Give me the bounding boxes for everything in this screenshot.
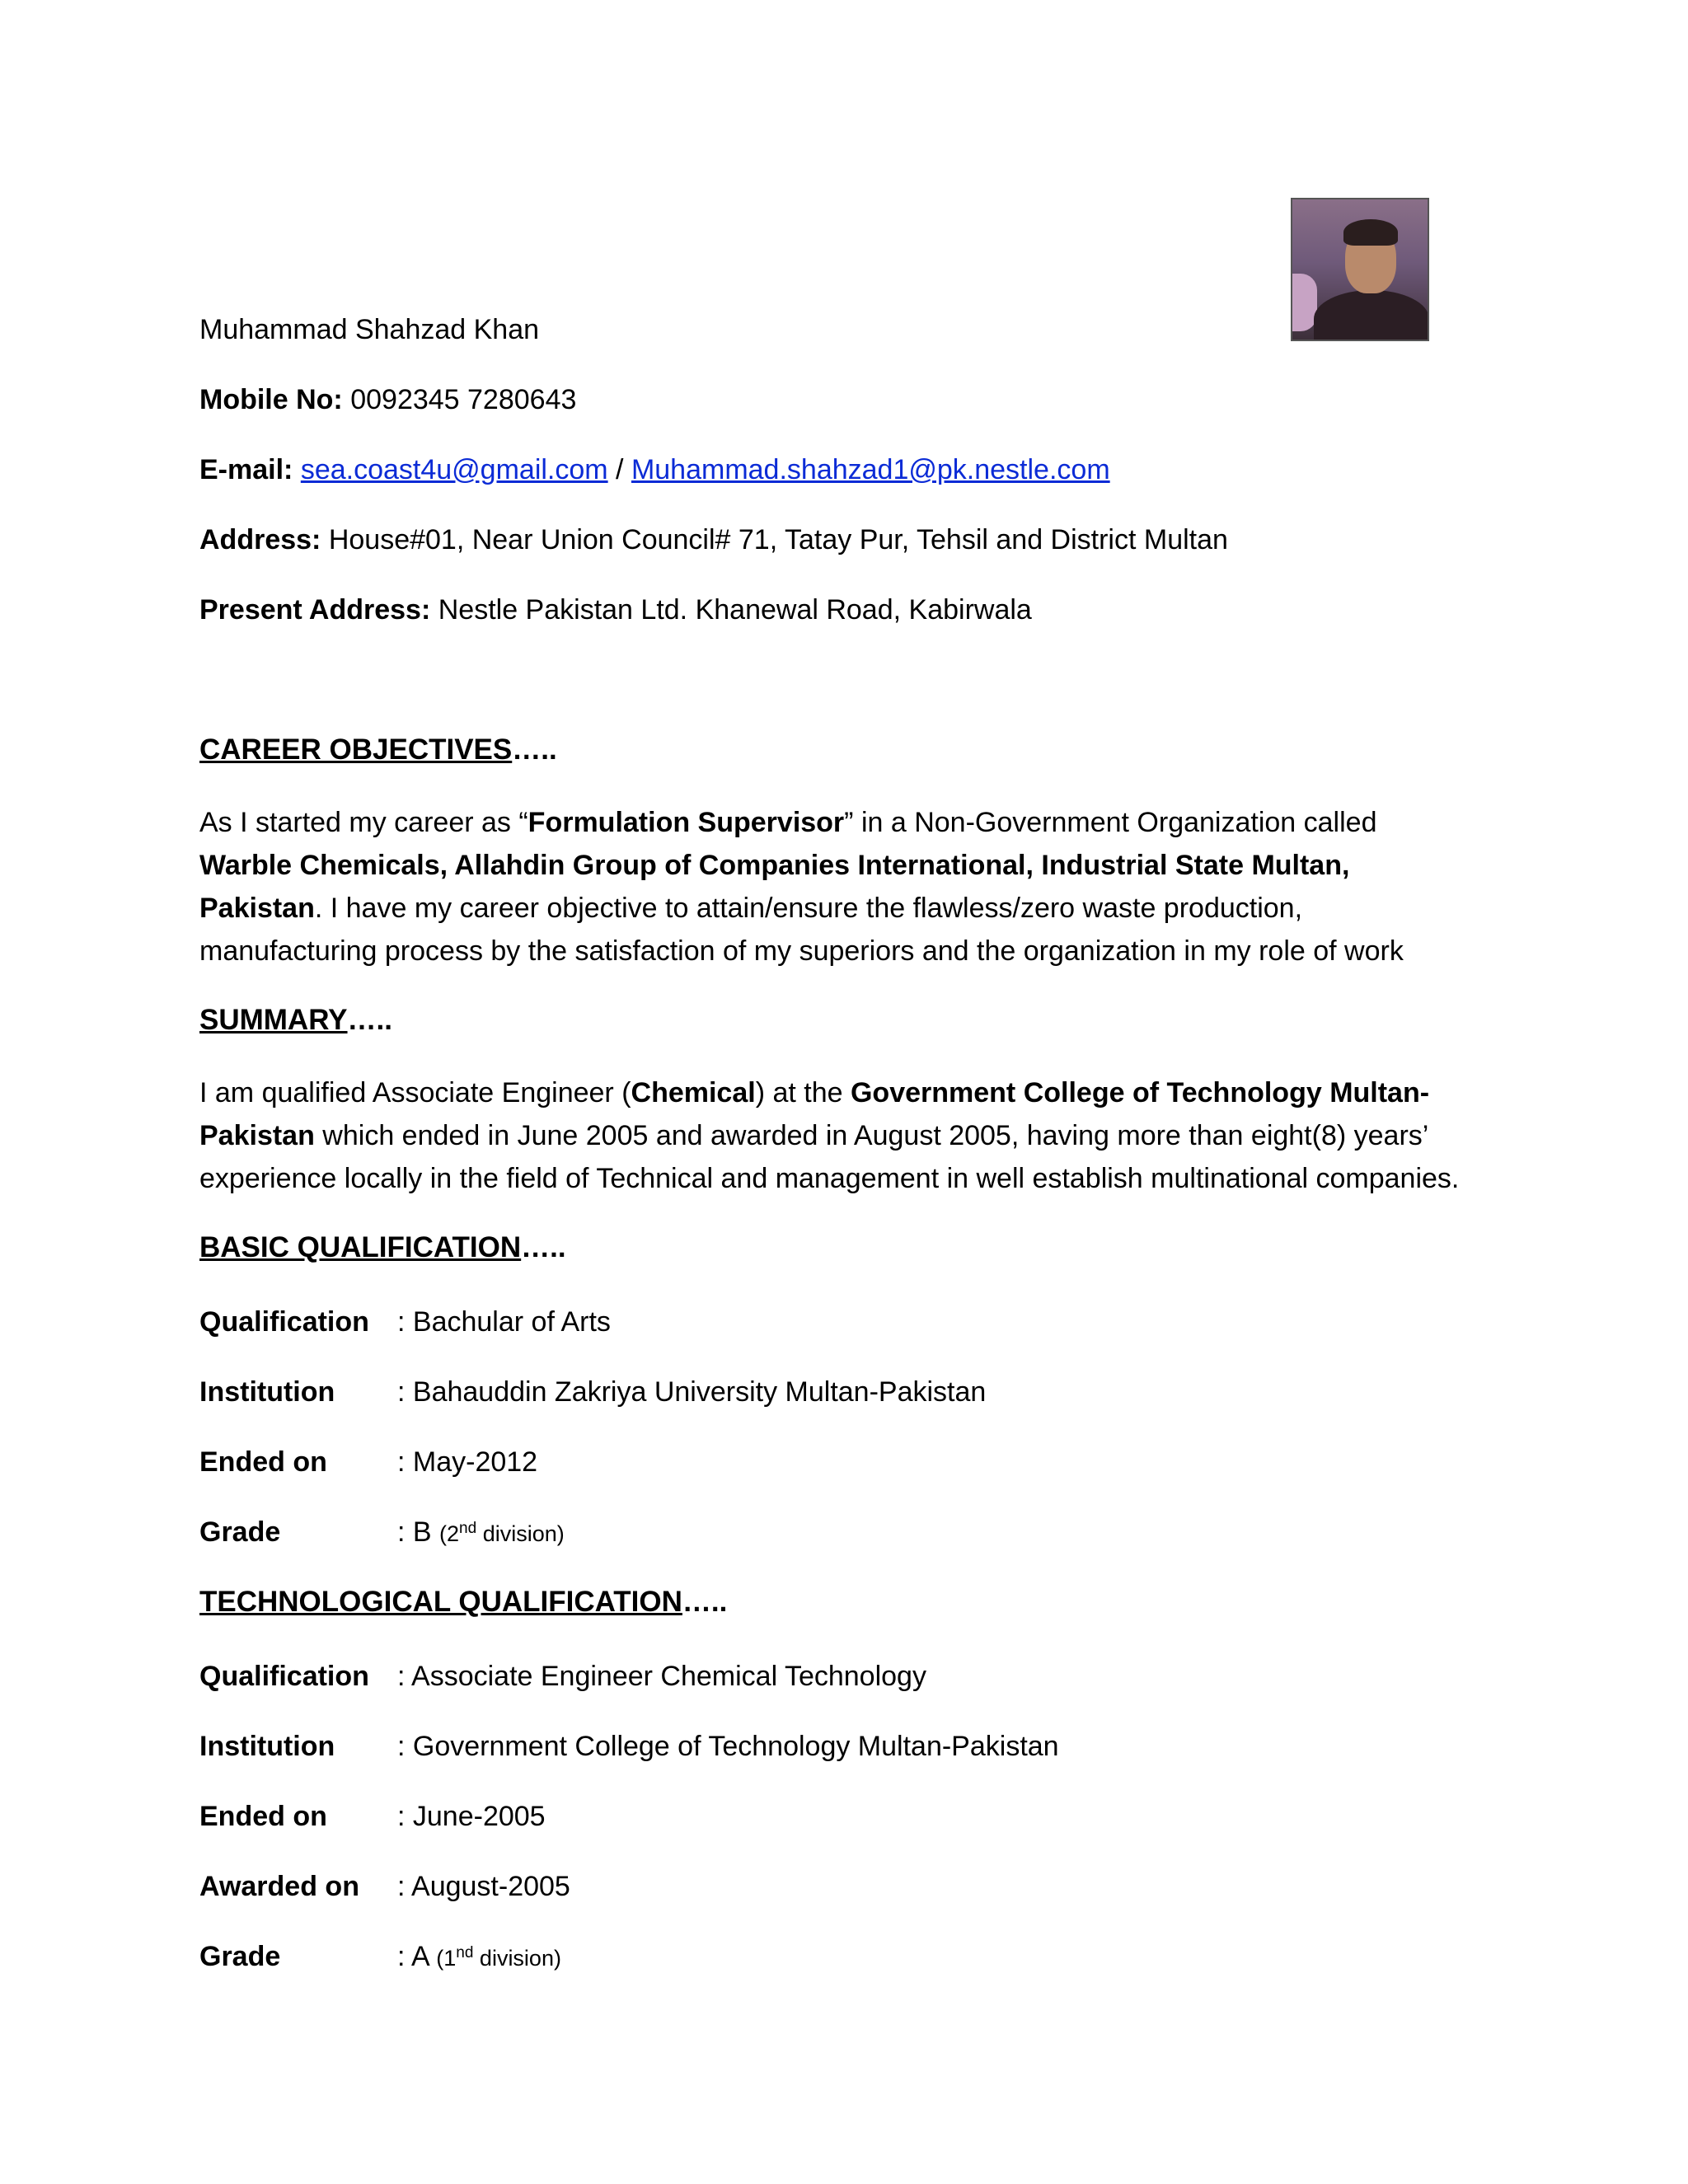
email-link-work[interactable]: Muhammad.shahzad1@pk.nestle.com [631, 454, 1110, 485]
career-text-1: As I started my career as “ [199, 807, 528, 838]
tech-qualification-heading [199, 1586, 727, 1619]
tech-grade-letter: : A [397, 1941, 437, 1972]
present-address-label: Present Address: [199, 594, 431, 626]
career-objectives-title: CAREER OBJECTIVES [199, 733, 513, 766]
mobile-line [199, 382, 576, 418]
tech-row-label: Institution [199, 1731, 335, 1762]
basic-row-value: : May-2012 [397, 1446, 538, 1478]
photo-body [1314, 290, 1429, 341]
career-text-3: . I have my career objective to attain/ensure the flawless/zero waste production, manufacturing process by the satisfaction of my superiors and the organization in my role of work [199, 893, 1404, 967]
email-label: E-mail: [199, 454, 293, 485]
tech-grade-division [436, 1946, 561, 1971]
summary-heading [199, 1004, 392, 1037]
basic-grade-sup: nd [459, 1520, 477, 1537]
basic-row-label: Qualification [199, 1306, 369, 1338]
career-objectives-dots: ….. [512, 733, 557, 766]
basic-grade-division [439, 1521, 565, 1546]
summary-bold-discipline: Chemical [631, 1077, 756, 1108]
mobile-label: Mobile No: [199, 384, 343, 415]
summary-text-2: ) at the [755, 1077, 851, 1108]
tech-grade-sup: nd [456, 1944, 474, 1961]
summary-dots: ….. [347, 1004, 392, 1036]
basic-grade-letter: : B [397, 1516, 440, 1548]
career-bold-organization: Warble Chemicals, Allahdin Group of Companies International, Industrial State Multan, Pakistan [199, 850, 1350, 924]
present-address-value: Nestle Pakistan Ltd. Khanewal Road, Kabirwala [430, 594, 1032, 626]
basic-row-label: Institution [199, 1376, 335, 1408]
basic-row-label: Ended on [199, 1446, 327, 1478]
profile-photo [1291, 198, 1429, 341]
email-link-personal[interactable]: sea.coast4u@gmail.com [300, 454, 608, 485]
basic-row-value: : Bahauddin Zakriya University Multan-Pakistan [397, 1376, 987, 1408]
basic-grade-value [397, 1514, 565, 1552]
summary-paragraph [199, 1071, 1469, 1200]
career-objectives-heading [199, 733, 557, 766]
address-value: House#01, Near Union Council# 71, Tatay Pur, Tehsil and District Multan [321, 524, 1228, 555]
summary-text-3: which ended in June 2005 and awarded in August 2005, having more than eight(8) years’ experience locally in the field of Technical and management in well establish multinational companies. [199, 1120, 1460, 1194]
photo-hair [1343, 219, 1398, 246]
present-address-line [199, 592, 1032, 628]
career-text-2: ” in a Non-Government Organization called [844, 807, 1377, 838]
email-separator: / [607, 454, 631, 485]
basic-grade-close: division) [476, 1521, 565, 1546]
tech-row-value: : June-2005 [397, 1801, 546, 1832]
tech-row-label: Ended on [199, 1801, 327, 1832]
summary-title: SUMMARY [199, 1004, 348, 1036]
summary-text-1: I am qualified Associate Engineer ( [199, 1077, 631, 1108]
tech-row-value: : Associate Engineer Chemical Technology [397, 1661, 926, 1692]
tech-row-value: : August-2005 [397, 1871, 570, 1902]
basic-qualification-title: BASIC QUALIFICATION [199, 1231, 522, 1263]
career-objectives-paragraph [199, 801, 1469, 972]
tech-grade-label: Grade [199, 1941, 281, 1972]
tech-grade-close: division) [473, 1946, 561, 1971]
address-label: Address: [199, 524, 321, 555]
basic-qualification-heading [199, 1231, 566, 1264]
tech-row-label: Qualification [199, 1661, 369, 1692]
tech-grade-value [397, 1938, 561, 1976]
mobile-value: 0092345 7280643 [342, 384, 577, 415]
tech-row-label: Awarded on [199, 1871, 359, 1902]
address-line [199, 522, 1228, 558]
basic-qualification-dots: ….. [521, 1231, 566, 1263]
tech-qualification-title: TECHNOLOGICAL QUALIFICATION [199, 1586, 682, 1618]
applicant-name: Muhammad Shahzad Khan [199, 314, 540, 345]
tech-qualification-dots: ….. [682, 1586, 728, 1618]
career-bold-position: Formulation Supervisor [528, 807, 845, 838]
email-line [199, 452, 1110, 488]
tech-row-value: : Government College of Technology Multan-Pakistan [397, 1731, 1059, 1762]
tech-grade-open: (1 [436, 1946, 457, 1971]
basic-grade-open: (2 [439, 1521, 460, 1546]
basic-row-value: : Bachular of Arts [397, 1306, 611, 1338]
summary-bold-college: Government College of Technology Multan-Pakistan [199, 1077, 1430, 1151]
basic-grade-label: Grade [199, 1516, 281, 1548]
